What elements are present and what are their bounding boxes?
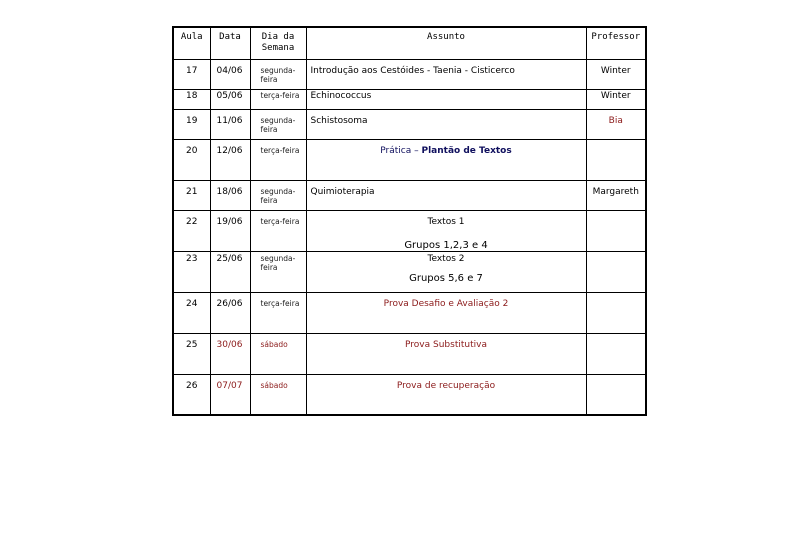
date-cell: 05/06 — [210, 89, 250, 109]
weekday-cell: terça-feira — [250, 210, 306, 251]
table-row — [173, 59, 646, 89]
subject-cell: Introdução aos Cestóides - Taenia - Cisticerco — [306, 59, 586, 89]
date-cell: 12/06 — [210, 139, 250, 180]
header-aula: Aula — [173, 27, 210, 59]
subject-bold: Plantão de Textos — [421, 145, 512, 156]
weekday-cell: terça-feira — [250, 139, 306, 180]
header-data: Data — [210, 27, 250, 59]
table-row — [173, 89, 646, 109]
weekday-cell: segunda-feira — [250, 59, 306, 89]
table-row — [173, 292, 646, 333]
professor-cell: Winter — [586, 59, 646, 89]
weekday-cell: segunda-feira — [250, 180, 306, 210]
header-row — [173, 27, 646, 59]
table-row — [173, 109, 646, 139]
subject-cell: Prova Desafio e Avaliação 2 — [306, 292, 586, 333]
table-row — [173, 251, 646, 292]
date-cell: 18/06 — [210, 180, 250, 210]
date-cell: 30/06 — [210, 333, 250, 374]
weekday-cell: terça-feira — [250, 292, 306, 333]
groups-text: Grupos 5,6 e 7 — [409, 272, 483, 284]
aula-cell: 23 — [173, 251, 210, 292]
weekday-cell: terça-feira — [250, 89, 306, 109]
professor-cell — [586, 292, 646, 333]
date-cell: 25/06 — [210, 251, 250, 292]
professor-cell — [586, 139, 646, 180]
weekday-cell: segunda-feira — [250, 251, 306, 292]
weekday-cell: sábado — [250, 333, 306, 374]
date-cell: 11/06 — [210, 109, 250, 139]
table-row — [173, 180, 646, 210]
aula-cell: 22 — [173, 210, 210, 251]
subject-cell: Echinococcus — [306, 89, 586, 109]
subject-cell: Prova Substitutiva — [306, 333, 586, 374]
aula-cell: 24 — [173, 292, 210, 333]
date-cell: 19/06 — [210, 210, 250, 251]
weekday-cell: segunda-feira — [250, 109, 306, 139]
aula-cell: 19 — [173, 109, 210, 139]
professor-cell: Winter — [586, 89, 646, 109]
table-row — [173, 374, 646, 415]
subject-cell: Schistosoma — [306, 109, 586, 139]
table-row — [173, 333, 646, 374]
aula-cell: 20 — [173, 139, 210, 180]
table-row — [173, 210, 646, 251]
subject-cell: Prova de recuperação — [306, 374, 586, 415]
aula-cell: 18 — [173, 89, 210, 109]
aula-cell: 17 — [173, 59, 210, 89]
aula-cell: 21 — [173, 180, 210, 210]
subject-text: Textos 2 — [427, 253, 465, 264]
professor-cell — [586, 333, 646, 374]
professor-cell — [586, 251, 646, 292]
professor-cell: Bia — [586, 109, 646, 139]
subject-text: Textos 1 — [427, 216, 465, 227]
subject-cell: Quimioterapia — [306, 180, 586, 210]
date-cell: 04/06 — [210, 59, 250, 89]
professor-cell: Margareth — [586, 180, 646, 210]
aula-cell: 26 — [173, 374, 210, 415]
date-cell: 07/07 — [210, 374, 250, 415]
table-row — [173, 139, 646, 180]
subject-cell — [306, 210, 586, 251]
aula-cell: 25 — [173, 333, 210, 374]
subject-prefix: Prática – — [380, 145, 422, 156]
professor-cell — [586, 210, 646, 251]
schedule-table — [172, 26, 647, 416]
weekday-cell: sábado — [250, 374, 306, 415]
professor-cell — [586, 374, 646, 415]
subject-cell — [306, 139, 586, 180]
subject-cell — [306, 251, 586, 292]
header-professor: Professor — [586, 27, 646, 59]
groups-text: Grupos 1,2,3 e 4 — [404, 239, 488, 251]
header-dia: Dia da Semana — [250, 27, 306, 59]
header-assunto: Assunto — [306, 27, 586, 59]
date-cell: 26/06 — [210, 292, 250, 333]
